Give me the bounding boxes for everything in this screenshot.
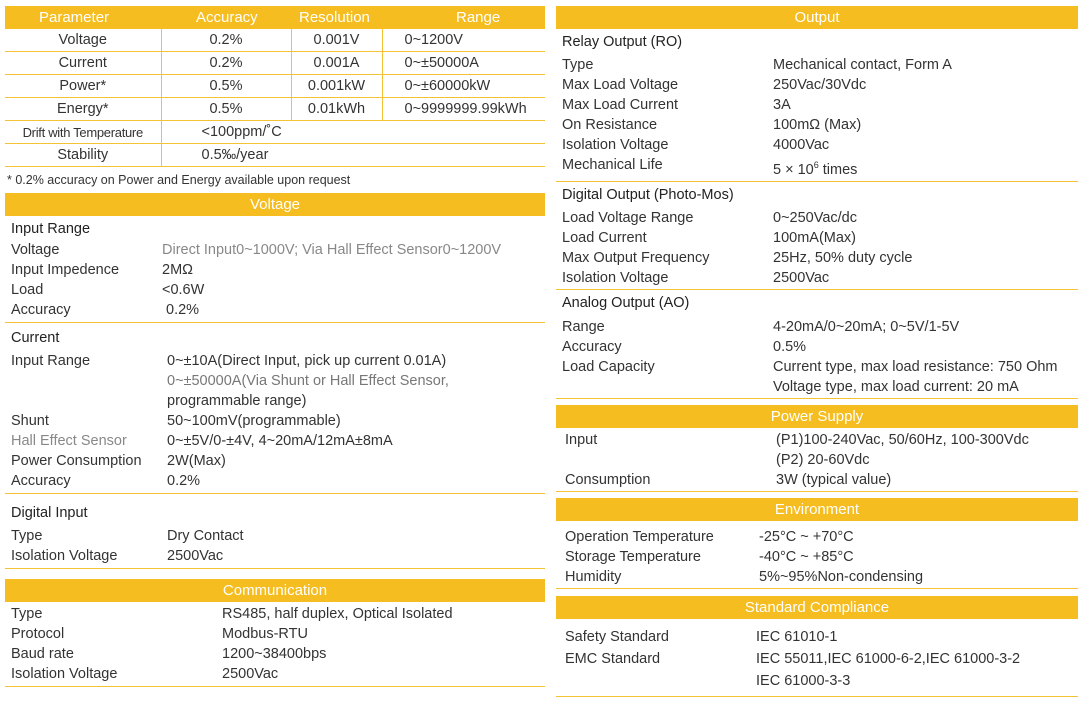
list-item [556, 248, 1078, 268]
row-value: Dry Contact [167, 528, 244, 544]
cell: 0.01kWh [291, 98, 382, 121]
row-value: 2500Vac [167, 548, 224, 564]
value-line: IEC 55011,IEC 61000-6-2,IEC 61000-3-2 [756, 650, 1021, 667]
section-heading: Input Range [11, 221, 91, 237]
communication-title-text: Communication [222, 582, 328, 599]
row-value [773, 357, 1078, 397]
row-value: 1200~38400bps [222, 646, 327, 662]
voltage-title-text: Voltage [249, 196, 301, 213]
row-label: Protocol [11, 626, 65, 642]
row-value [167, 351, 545, 411]
list-item [556, 115, 1078, 135]
row-value: -25°C ~ +70°C [759, 528, 854, 545]
communication-title [5, 579, 545, 602]
row-label: Isolation Voltage [11, 548, 118, 564]
list-item [5, 451, 545, 471]
table-row [5, 75, 545, 98]
mech-suffix: times [818, 161, 858, 178]
drift-value: <100ppm/˚C [161, 121, 545, 144]
cell: Voltage [5, 29, 161, 52]
relay-output-section [556, 29, 1078, 182]
cell: 0~±60000kW [382, 75, 545, 98]
row-value: 0.5% [773, 338, 807, 355]
table-row [5, 121, 545, 144]
list-item [556, 75, 1078, 95]
cell: Power* [5, 75, 161, 98]
row-value: 2W(Max) [167, 453, 226, 469]
value-line: 0~±50000A(Via Shunt or Hall Effect Sensor, [167, 373, 449, 389]
header-range: Range [456, 9, 501, 26]
row-label: On Resistance [562, 117, 658, 133]
list-item [556, 95, 1078, 115]
row-label: Storage Temperature [565, 548, 701, 565]
list-item [5, 260, 545, 280]
list-item [5, 431, 545, 451]
row-label: Range [562, 318, 605, 335]
analog-output-section [556, 290, 1078, 399]
row-label: Type [562, 57, 594, 73]
list-item [556, 208, 1078, 228]
row-label: Max Load Voltage [562, 77, 679, 93]
row-label: Isolation Voltage [11, 666, 118, 682]
section-heading: Digital Input [11, 505, 88, 521]
row-label: Load Current [562, 229, 647, 246]
cell: 0~±50000A [382, 52, 545, 75]
list-item [556, 547, 1078, 567]
row-value: IEC 61010-1 [756, 628, 838, 645]
list-item [556, 567, 1078, 587]
value-line: (P2) 20-60Vdc [776, 451, 870, 468]
list-item [5, 471, 545, 491]
header-parameter: Parameter [39, 9, 110, 26]
row-value [776, 430, 1078, 470]
power-supply-title-text: Power Supply [770, 407, 864, 425]
list-item [5, 526, 545, 546]
row-label: Input [565, 431, 598, 448]
row-label: Hall Effect Sensor [11, 433, 127, 449]
cell: 0.001kW [291, 75, 382, 98]
cell: Current [5, 52, 161, 75]
section-heading: Current [11, 330, 60, 346]
value-line: (P1)100-240Vac, 50/60Hz, 100-300Vdc [776, 431, 1029, 448]
value-line: programmable range) [167, 393, 307, 409]
table-row [5, 29, 545, 52]
row-label: Type [11, 528, 43, 544]
cell: 0.5% [161, 75, 291, 98]
row-label: Baud rate [11, 646, 74, 662]
row-label: Voltage [11, 242, 60, 258]
cell: 0.001V [291, 29, 382, 52]
voltage-title [5, 193, 545, 216]
section-heading: Analog Output (AO) [562, 294, 690, 311]
list-item [5, 240, 545, 260]
digital-input-section [5, 494, 545, 569]
output-title-text: Output [794, 9, 840, 26]
mech-prefix: 5 × 10 [773, 161, 814, 178]
list-item [556, 55, 1078, 75]
list-item [556, 527, 1078, 547]
current-section [5, 323, 545, 494]
list-item [5, 624, 545, 644]
value-line: 0~±10A(Direct Input, pick up current 0.01A) [167, 353, 447, 369]
mech-exponent: 6 [813, 160, 819, 170]
header-resolution: Resolution [299, 9, 370, 26]
row-label: Consumption [565, 471, 651, 488]
row-label: EMC Standard [565, 650, 661, 667]
row-value [773, 155, 1078, 180]
row-value: <0.6W [162, 282, 205, 298]
right-column [556, 6, 1078, 697]
value-line: IEC 61000-3-3 [756, 672, 851, 689]
cell: 0.2% [161, 29, 291, 52]
section-heading: Digital Output (Photo-Mos) [562, 186, 734, 203]
list-item [556, 317, 1078, 337]
row-value: Direct Input0~1000V; Via Hall Effect Sensor0~1200V [162, 242, 502, 258]
row-label: Type [11, 606, 43, 622]
row-label: Isolation Voltage [562, 137, 669, 153]
value-line: Current type, max load resistance: 750 Ohm [773, 358, 1058, 375]
row-value: 100mΩ (Max) [773, 117, 862, 133]
row-label: Safety Standard [565, 628, 669, 645]
list-item [5, 546, 545, 566]
list-item [556, 470, 1078, 490]
row-label: Input Range [11, 353, 91, 369]
row-label: Mechanical Life [562, 157, 663, 173]
table-row [5, 144, 545, 167]
list-item [556, 135, 1078, 155]
row-label: Accuracy [11, 473, 71, 489]
environment-title [556, 498, 1078, 521]
digital-output-section [556, 182, 1078, 290]
environment-section [556, 521, 1078, 589]
row-label: Shunt [11, 413, 49, 429]
row-value: 4-20mA/0~20mA; 0~5V/1-5V [773, 318, 960, 335]
row-value: 2500Vac [222, 666, 279, 682]
row-value: RS485, half duplex, Optical Isolated [222, 606, 453, 622]
spec-table [5, 29, 545, 167]
row-label: Power Consumption [11, 453, 142, 469]
cell: 0~1200V [382, 29, 545, 52]
footnote: * 0.2% accuracy on Power and Energy available upon request [7, 173, 351, 187]
standard-title [556, 596, 1078, 619]
list-item [556, 155, 1078, 180]
cell: 0.2% [161, 52, 291, 75]
row-value: 0~250Vac/dc [773, 209, 857, 226]
left-column [5, 6, 545, 687]
row-label: Load Capacity [562, 358, 655, 375]
list-item [556, 357, 1078, 397]
list-item [556, 337, 1078, 357]
standard-section [556, 619, 1078, 697]
list-item [5, 300, 545, 320]
cell: 0.5% [161, 98, 291, 121]
list-item [556, 268, 1078, 288]
list-item [556, 626, 1078, 648]
cell: 0.001A [291, 52, 382, 75]
stability-label: Stability [5, 144, 161, 167]
row-label: Accuracy [11, 302, 71, 318]
row-label: Max Load Current [562, 97, 679, 113]
list-item [5, 644, 545, 664]
communication-section [5, 602, 545, 687]
row-value: 50~100mV(programmable) [167, 413, 341, 429]
stability-value: 0.5‰/year [161, 144, 545, 167]
cell: Energy* [5, 98, 161, 121]
row-value: 250Vac/30Vdc [773, 77, 867, 93]
row-value: 2500Vac [773, 269, 830, 286]
row-value: -40°C ~ +85°C [759, 548, 854, 565]
row-value: 0.2% [167, 473, 201, 489]
row-value: Modbus-RTU [222, 626, 308, 642]
list-item [556, 228, 1078, 248]
row-value [756, 648, 1078, 692]
list-item [5, 411, 545, 431]
list-item [556, 430, 1078, 470]
row-value: 5%~95%Non-condensing [759, 568, 924, 585]
drift-label: Drift with Temperature [5, 121, 161, 144]
row-value: 0.2% [162, 302, 200, 318]
list-item [5, 351, 545, 411]
row-value: 0~±5V/0-±4V, 4~20mA/12mA±8mA [167, 433, 393, 449]
row-label: Max Output Frequency [562, 249, 710, 266]
row-label: Load Voltage Range [562, 209, 694, 226]
row-value: 100mA(Max) [773, 229, 856, 246]
row-label: Input Impedence [11, 262, 120, 278]
section-heading: Relay Output (RO) [562, 34, 683, 50]
value-line: Voltage type, max load current: 20 mA [773, 378, 1019, 395]
row-value: 4000Vac [773, 137, 830, 153]
row-label: Humidity [565, 568, 622, 585]
list-item [5, 604, 545, 624]
standard-title-text: Standard Compliance [744, 598, 890, 616]
power-supply-title [556, 405, 1078, 428]
row-label: Operation Temperature [565, 528, 714, 545]
table-row [5, 52, 545, 75]
table-row [5, 98, 545, 121]
row-value: 2MΩ [162, 262, 193, 278]
list-item [5, 280, 545, 300]
list-item [556, 648, 1078, 692]
row-value: 3A [773, 97, 791, 113]
row-value: 25Hz, 50% duty cycle [773, 249, 913, 266]
environment-title-text: Environment [774, 500, 860, 518]
input-range-section [5, 216, 545, 323]
row-value: 3W (typical value) [776, 471, 892, 488]
row-label: Isolation Voltage [562, 269, 669, 286]
list-item [5, 664, 545, 684]
row-value: Mechanical contact, Form A [773, 57, 952, 73]
power-supply-section [556, 428, 1078, 492]
output-title [556, 6, 1078, 29]
header-accuracy: Accuracy [196, 9, 258, 26]
cell: 0~9999999.99kWh [382, 98, 545, 121]
row-label: Accuracy [562, 338, 622, 355]
spec-table-header [5, 6, 545, 29]
row-label: Load [11, 282, 44, 298]
